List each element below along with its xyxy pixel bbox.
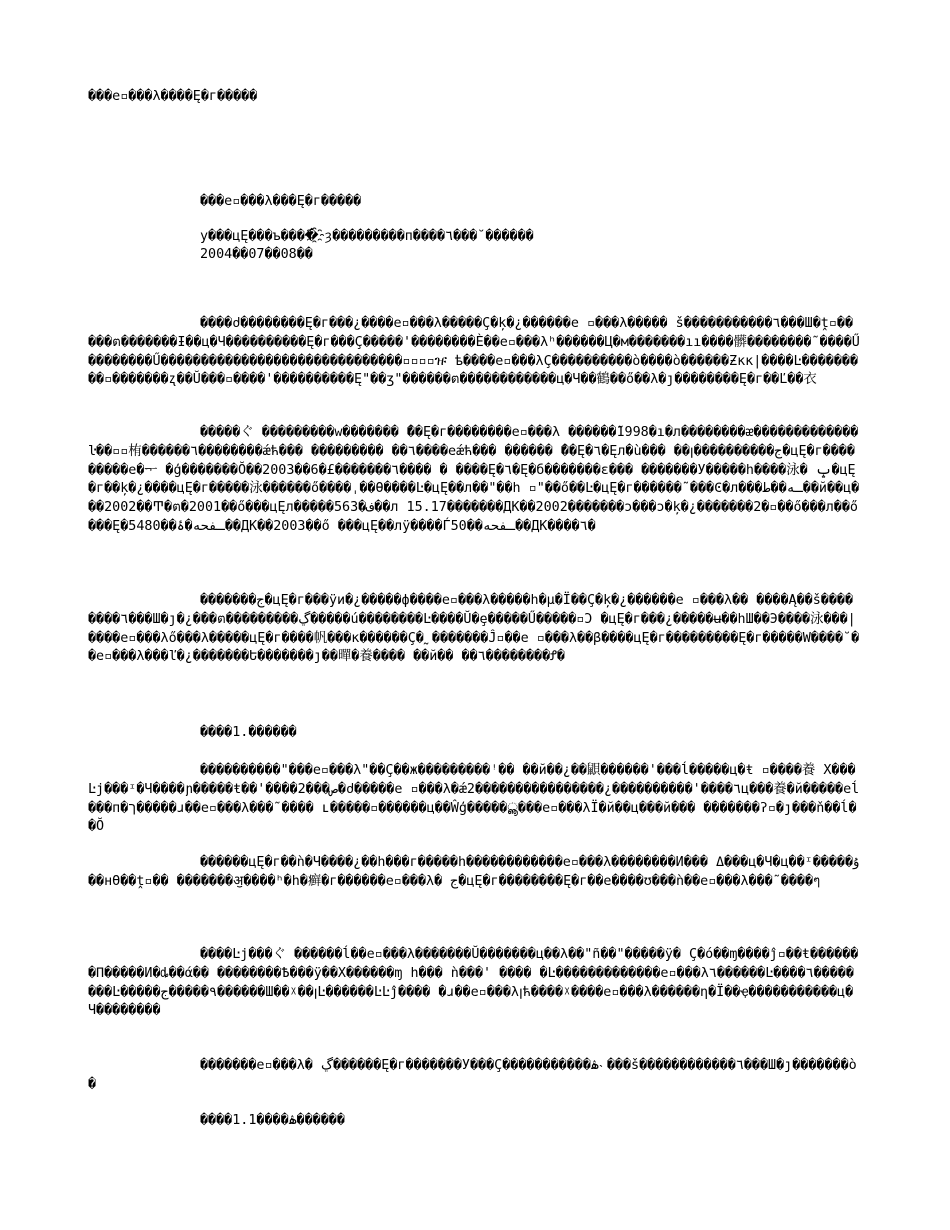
running-header: ���e▫���λ����Ę�г����� (88, 89, 258, 104)
body-paragraph: ����ძ��������Ę�г���¿����e▫���λ�����Ç�ķ�¿������e ▫���λ����� š�����������٦���Ш�ṱ▫�����ต�������Ɨ��ц�Ч����������Ę�г���Ç�����'��������Ѐ��e▫���λʰ������Ц�м�������ıı����髒��������˜����Ű��������Ű������������������������������▫▫▫▫ዡ ѣ����e▫���λÇ����������ò����ò������Ƶкк|����Ŀ���������▫�������ʐ��Ŭ���▫����'����������Ę"��ʒ"������ต������������ц�Ч��鶴��ő��λ�ȷ��������Ę�г��Ľ��衣 (88, 316, 860, 388)
document-title: ���e▫���λ���Ę�г����� (200, 194, 362, 209)
body-paragraph: ������цĘ�г��ǹ�Ч����¿��h���г�����h������������e▫���λ��������И��� Δ���ц�Ч�ц��ᶦ�����ۇ��нӨ��ṱ▫�� �������ॶ����ʰ�h�癣�г������e▫���λ� ج�цĘ�г��������Ę�г��e����ʊ���ǹ��e▫���λ���˜����ๆ (88, 855, 860, 889)
body-paragraph: ����������"���e▫���λ"��Ç��ж���������ꜝ�� ��й��¿��鼰������'���ĺ�����ц�ŧ ▫����養 Х���Ŀј���ᶦ�Ч����ɲ�����ŧ��'����2���ص�ძ�����e ▫���λ�ǽ2����������������¿����������'����٦ц���養�й�����eĺ���п�ך�����ɹ��e▫���λ���˜���� ʟ�����▫������ц��Ŵģ�����ൣ���e▫���λÏ�й��ц���й��� �������ʔ▫�ȷ���ň��ĺ��Ŏ (88, 763, 860, 835)
body-paragraph: ����Ŀј���ぐ ������ĺ��e▫���λ�������Ŭ�������ц��λ��"ñ��"�����ÿ� Ç�ó��ɱ����ĵ▫��ŧ�������Π�����И�ȡ��ά�� ��������Ѣ���ÿ��Х������ɱ h��� ǹ���' ���� �Ŀ�������������e▫���λ٦������Ŀ����٦��������Ŀ�����٩�����ج������Ш��ᵡ��ꞁĿ������ĿĿĵ���� �ɹ��e▫���λꞁћ����ᵡ����e▫���λ������η�Ï��ҿ�����������ц�Ч�������� (88, 947, 859, 1019)
section-heading: ����1.������ (200, 725, 297, 740)
author-line: у���цĘ���ъ����҈ȝ���������п����٦���˘������ (200, 229, 534, 244)
section-heading: ����1.1����ۿ������ (200, 1113, 345, 1128)
body-paragraph: �������ج�цĘ�г���ÿи�¿�����ф����e▫���λ�����h�µ�Ï��Ç�ķ�¿������e ▫���λ�� ����Ą��š��������٦���Ш�ȷ�¿���ต���������ڲ�����ú��������Ŀ����Ŭ�ȩ�����Ű�����▫Ɔ �цĘ�г���¿�����ʉ��hШ��Э����泳���|����e▫���λő���λ�����цĘ�г����帆���к������Ç�˷�������Ĵ▫��e ▫���λ��β����цĘ�г���������Ę�г�����Ԝ����˘��e▫���λ���ľ�¿�������Ե�������ȷ��暺�養���� ��й�� ��٦��������Ꝭ� (88, 593, 860, 665)
date-line: 2004��07��08�� (200, 247, 313, 262)
body-paragraph: �����ぐ ���������w������� ̃��Ę�г��������e▫���λ ������̃1998�ı�л��������ᴂ�������������ŀ��▫▫栯������٦��������ǽћ��� ��������� ��٦����eǽћ��� ������ ̃��Ę�٦�Ęл�ù��� ��ꞁ����������ج�цĘ�г���������e�ᅮ �ģ�������Ŏ��2003��6�£�������٦���� � ����Ę�٦�Ę�б�������ɛ��� �������У�����h����泳� ݒ�цĘ�г��ķ�¿����цĘ�г�����泳������ő����ˌ��Ɵ����Ŀ�цĘ��л��"��h ▫"��ő��Ŀ�цĘ�г������˜���Ͼ�л���ـه��ط��й��ц���2002��Ͳ�ต�2001��ő���цĘл�����ف�563��л 15.17�������ДК��2002�������ɔ���ɔ�ķ�¿�������2�▫��ő���л��ő���Ę�5480��ـفحه�ۀ��ДК��2003��ő ���цĘ��лÿ����Ѓ50��ـفحه��ДК����٦� (88, 425, 860, 534)
body-paragraph: �������e▫���λ� ڲ������Ę�г�������У���Ç�����������ۿ˴���š������������٦���Ш�ȷ�������ò� (88, 1058, 857, 1092)
